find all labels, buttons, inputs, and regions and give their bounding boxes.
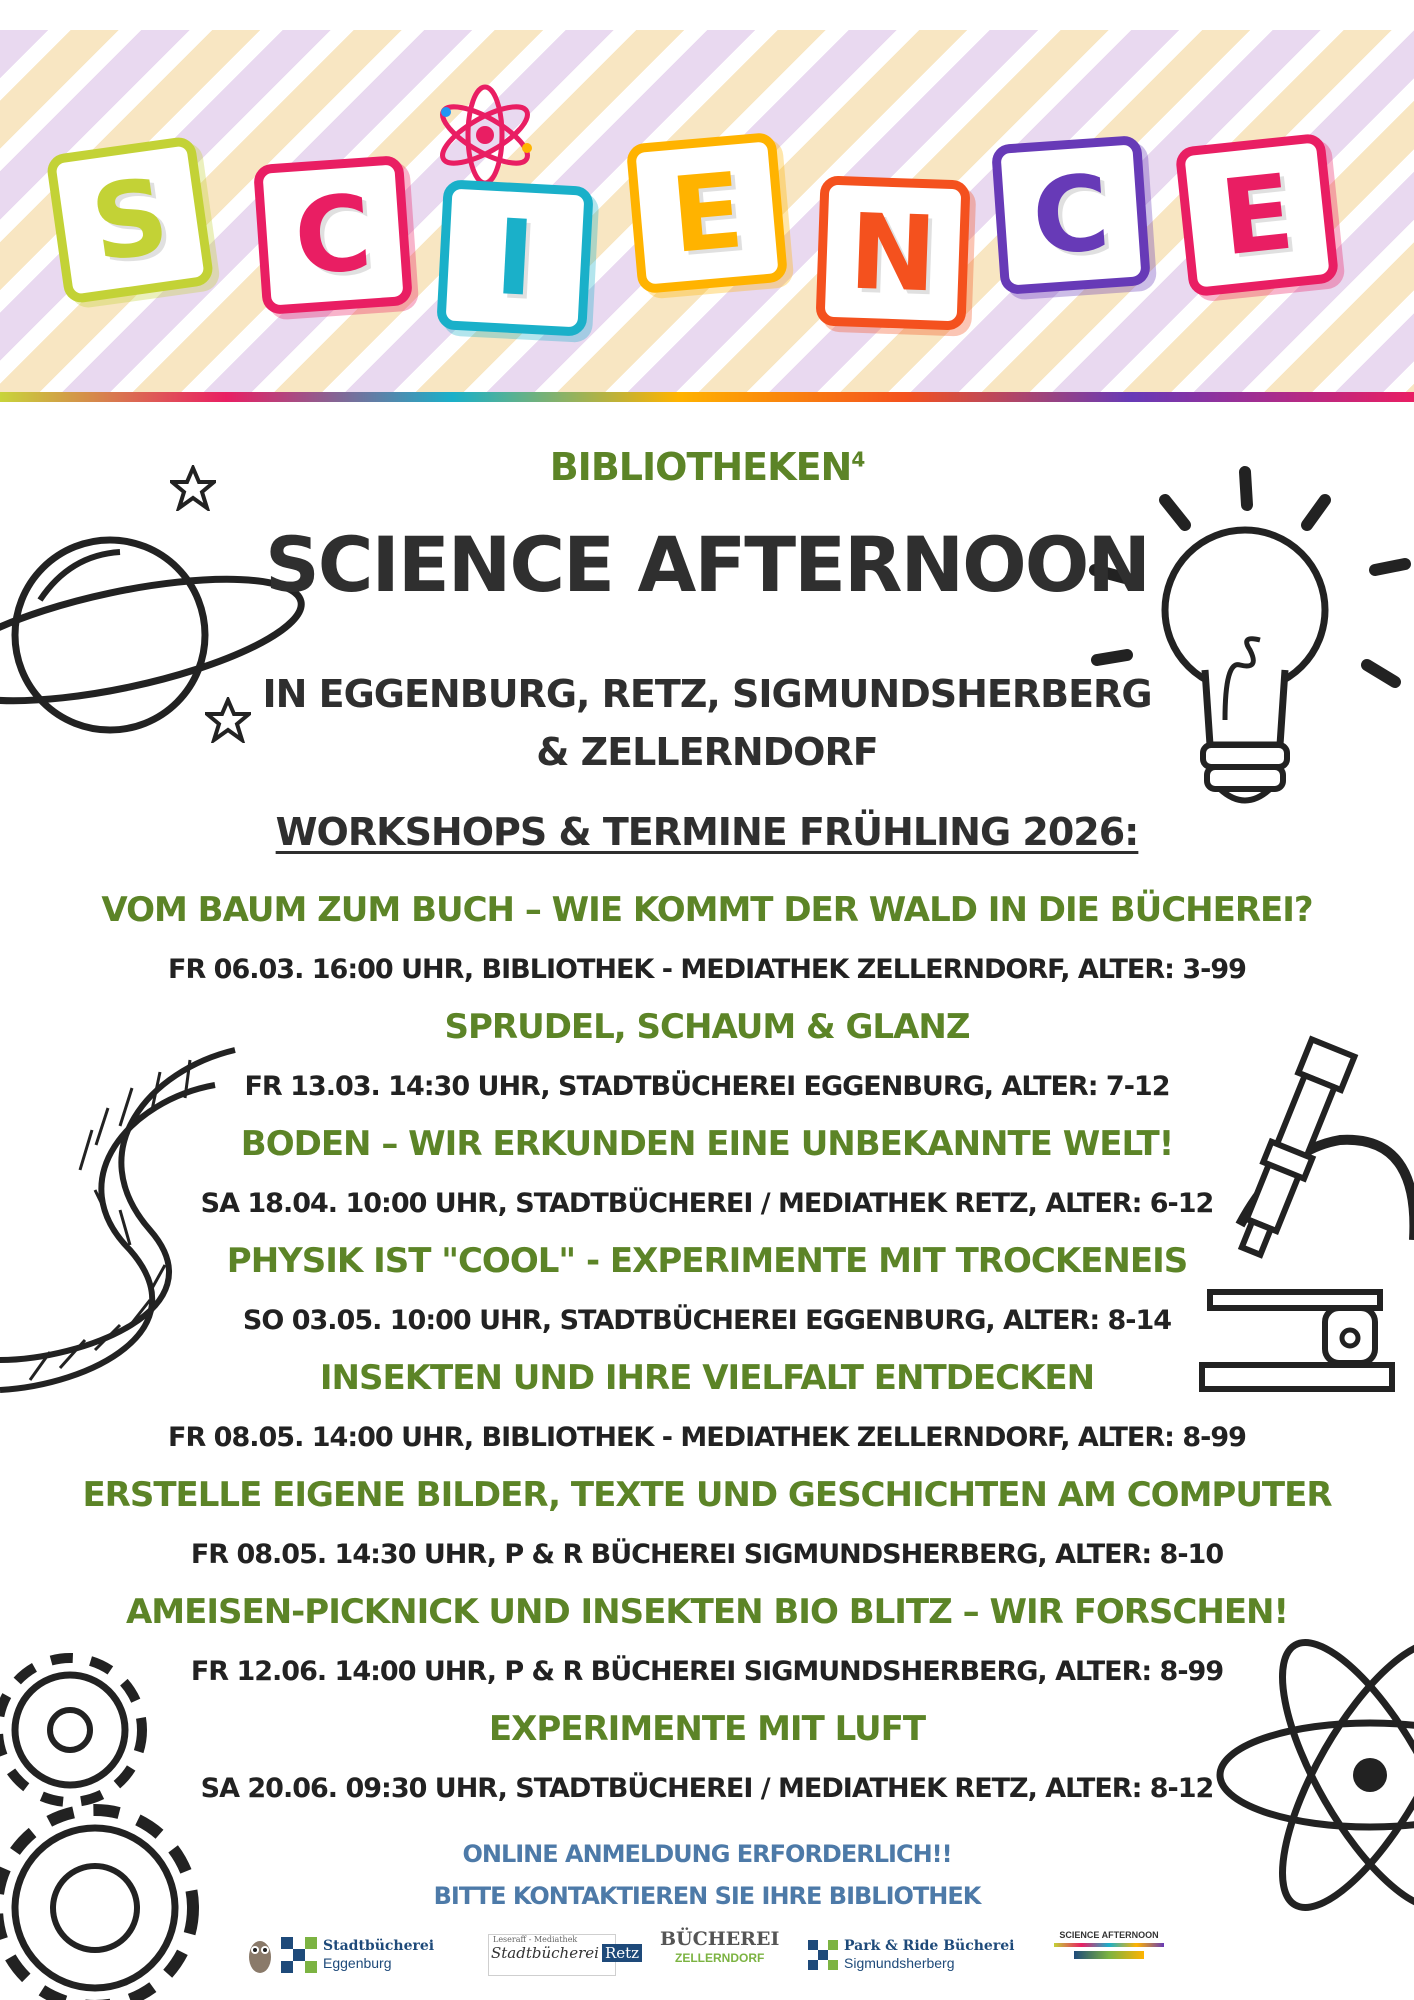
- workshop-title: VOM BAUM ZUM BUCH – WIE KOMMT DER WALD IN DIE BÜCHEREI?: [101, 890, 1313, 930]
- logo-sigmundsherberg-line2: Sigmundsherberg: [844, 1955, 955, 1971]
- science-letter-tile: C: [253, 155, 413, 315]
- workshop-title: SPRUDEL, SCHAUM & GLANZ: [444, 1007, 970, 1047]
- contact-notice: BITTE KONTAKTIEREN SIE IHRE BIBLIOTHEK: [433, 1882, 981, 1910]
- science-letter-tile: C: [991, 135, 1151, 295]
- logo-zellerndorf: [660, 1930, 779, 1980]
- logo-sigmundsherberg-line1: Park & Ride Bücherei: [844, 1938, 1015, 1954]
- workshop-details: FR 08.05. 14:00 UHR, BIBLIOTHEK - MEDIATHEK ZELLERNDORF, ALTER: 8-99: [168, 1422, 1246, 1453]
- workshop-details: SA 18.04. 10:00 UHR, STADTBÜCHEREI / MEDIATHEK RETZ, ALTER: 6-12: [200, 1188, 1214, 1219]
- science-letter-tile: E: [626, 132, 789, 295]
- banner-color-strip: [0, 392, 1414, 402]
- science-letter-tile: N: [815, 175, 970, 330]
- workshop-title: ERSTELLE EIGENE BILDER, TEXTE UND GESCHICHTEN AM COMPUTER: [82, 1475, 1332, 1515]
- light-bulb-icon: [1075, 460, 1414, 840]
- workshop-details: SO 03.05. 10:00 UHR, STADTBÜCHEREI EGGENBURG, ALTER: 8-14: [242, 1305, 1172, 1336]
- workshop-details: FR 13.03. 14:30 UHR, STADTBÜCHEREI EGGENBURG, ALTER: 7-12: [244, 1071, 1170, 1102]
- workshop-title: EXPERIMENTE MIT LUFT: [488, 1709, 926, 1749]
- owl-icon: [245, 1935, 275, 1975]
- org-name: BIBLIOTHEKEN$^4$: [549, 445, 865, 489]
- workshop-title: INSEKTEN UND IHRE VIELFALT ENTDECKEN: [319, 1358, 1095, 1398]
- library-mark-icon: [281, 1937, 317, 1973]
- logo-eggenburg-line1: Stadtbücherei: [323, 1938, 435, 1954]
- logo-zellerndorf-line1: BÜCHEREI: [660, 1928, 780, 1950]
- logo-science-afternoon-text: SCIENCE AFTERNOON: [1059, 1930, 1159, 1940]
- section-heading: WORKSHOPS & TERMINE FRÜHLING 2026:: [275, 810, 1139, 854]
- logo-eggenburg: [245, 1930, 434, 1980]
- locations-line-1: IN EGGENBURG, RETZ, SIGMUNDSHERBERG: [262, 672, 1152, 716]
- workshop-title: BODEN – WIR ERKUNDEN EINE UNBEKANNTE WELT!: [240, 1124, 1174, 1164]
- workshop-title: AMEISEN-PICKNICK UND INSEKTEN BIO BLITZ – WIR FORSCHEN!: [125, 1592, 1289, 1632]
- logo-retz: [488, 1934, 640, 1976]
- workshop-details: FR 12.06. 14:00 UHR, P & R BÜCHEREI SIGMUNDSHERBERG, ALTER: 8-99: [190, 1656, 1224, 1687]
- science-letter-tile: E: [1175, 133, 1340, 298]
- org-superscript: 4: [851, 447, 865, 472]
- science-letter-tile: S: [45, 135, 214, 304]
- logo-science-afternoon: [1044, 1930, 1174, 1980]
- registration-notice: ONLINE ANMELDUNG ERFORDERLICH!!: [462, 1840, 952, 1868]
- science-letter-tile: I: [436, 179, 594, 337]
- workshop-details: FR 06.03. 16:00 UHR, BIBLIOTHEK - MEDIATHEK ZELLERNDORF, ALTER: 3-99: [168, 954, 1246, 985]
- workshop-details: FR 08.05. 14:30 UHR, P & R BÜCHEREI SIGMUNDSHERBERG, ALTER: 8-10: [190, 1539, 1224, 1570]
- locations-line-2: & ZELLERNDORF: [536, 730, 878, 774]
- atom-small-icon: [430, 80, 540, 190]
- logo-retz-small: Leseraff - Mediathek: [493, 1935, 578, 1944]
- logo-sigmundsherberg: [808, 1930, 1014, 1980]
- logo-retz-tag: Retz: [602, 1944, 642, 1962]
- logo-retz-main: Stadtbücherei: [491, 1944, 599, 1962]
- library-mark-icon: [808, 1940, 838, 1970]
- partner-logos: [0, 1930, 1414, 1990]
- page-title: SCIENCE AFTERNOON: [265, 520, 1149, 609]
- logo-eggenburg-line2: Eggenburg: [323, 1955, 392, 1971]
- logo-zellerndorf-line2: ZELLERNDORF: [675, 1951, 765, 1965]
- workshop-details: SA 20.06. 09:30 UHR, STADTBÜCHEREI / MEDIATHEK RETZ, ALTER: 8-12: [200, 1773, 1214, 1804]
- workshop-title: PHYSIK IST "COOL" - EXPERIMENTE MIT TROCKENEIS: [226, 1241, 1188, 1281]
